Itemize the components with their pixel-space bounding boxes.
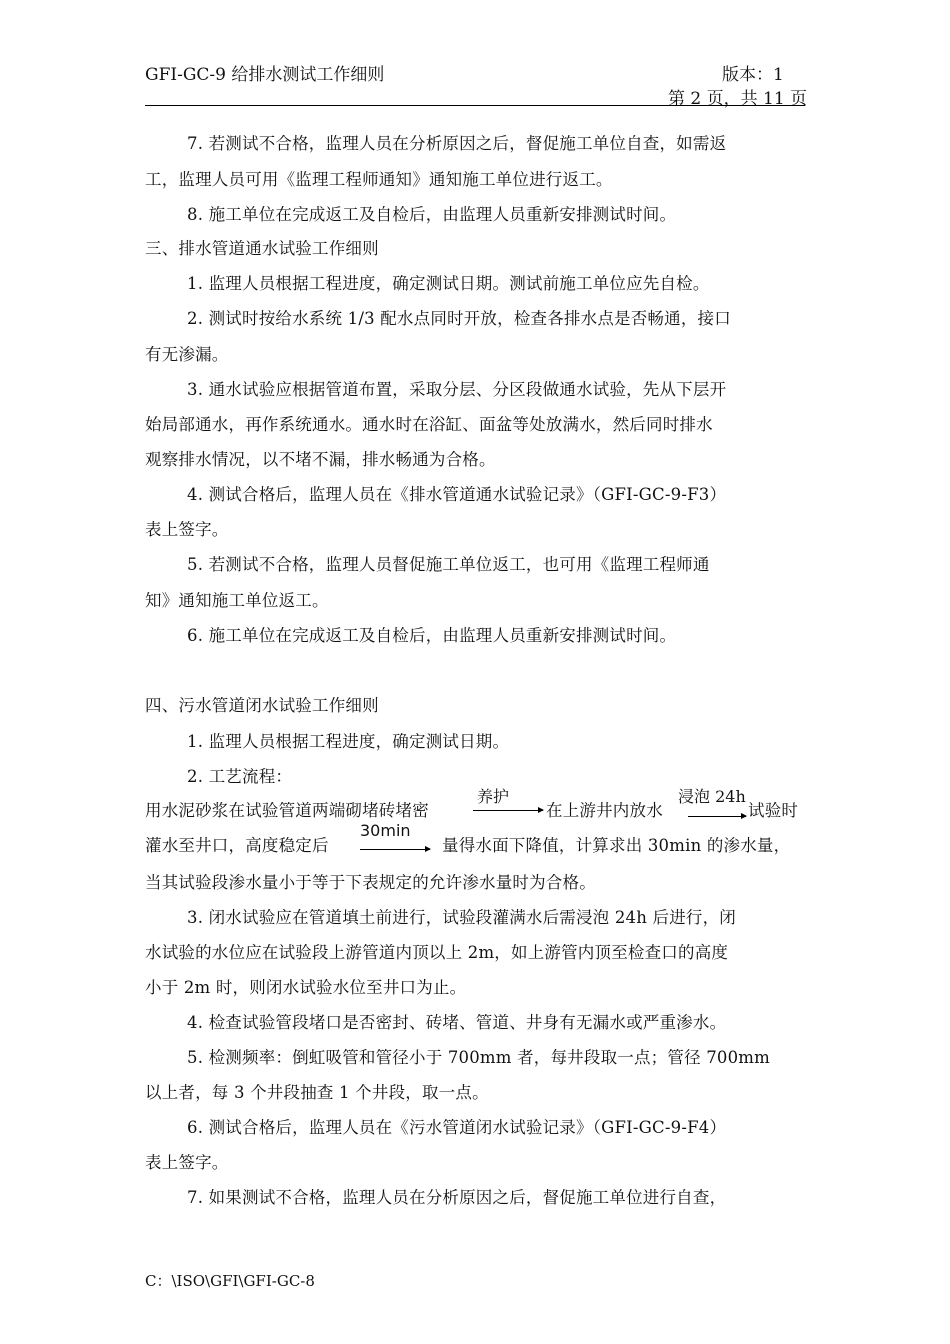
- process-text: 试验时: [748, 801, 799, 820]
- process-text: 在上游井内放水: [546, 801, 663, 820]
- paragraph-line: 6. 施工单位在完成返工及自检后，由监理人员重新安排测试时间。: [187, 626, 677, 645]
- paragraph-line: 7. 如果测试不合格，监理人员在分析原因之后，督促施工单位进行自查，: [187, 1188, 727, 1207]
- paragraph-line: 表上签字。: [145, 520, 229, 539]
- arrow-label-curing: 养护: [477, 787, 510, 806]
- paragraph-line: 3. 通水试验应根据管道布置，采取分层、分区段做通水试验，先从下层开: [187, 380, 727, 399]
- section-heading: 四、污水管道闭水试验工作细则: [145, 696, 379, 715]
- section-heading: 三、排水管道通水试验工作细则: [145, 239, 379, 258]
- paragraph-line: 1. 监理人员根据工程进度，确定测试日期。: [187, 732, 510, 751]
- paragraph-line: 2. 测试时按给水系统 1/3 配水点同时开放，检查各排水点是否畅通，接口: [187, 309, 731, 328]
- paragraph-line: 有无渗漏。: [145, 345, 229, 364]
- paragraph-line: 水试验的水位应在试验段上游管道内顶以上 2m，如上游管内顶至检查口的高度: [145, 943, 729, 962]
- paragraph-line: 4. 检查试验管段堵口是否密封、砖堵、管道、井身有无漏水或严重渗水。: [187, 1013, 727, 1032]
- arrow-label-30min: 30min: [360, 821, 411, 840]
- paragraph-line: 始局部通水，再作系统通水。通水时在浴缸、面盆等处放满水，然后同时排水: [145, 415, 713, 434]
- process-arrow-icon: [473, 810, 543, 811]
- paragraph-line: 知》通知施工单位返工。: [145, 591, 329, 610]
- paragraph-line: 小于 2m 时，则闭水试验水位至井口为止。: [145, 978, 467, 997]
- paragraph-line: 5. 若测试不合格，监理人员督促施工单位返工，也可用《监理工程师通: [187, 555, 710, 574]
- paragraph-line: 7. 若测试不合格，监理人员在分析原因之后，督促施工单位自查，如需返: [187, 134, 727, 153]
- paragraph-line: 工，监理人员可用《监理工程师通知》通知施工单位进行返工。: [145, 170, 613, 189]
- paragraph-line: 观察排水情况，以不堵不漏，排水畅通为合格。: [145, 450, 496, 469]
- document-title: GFI-GC-9 给排水测试工作细则: [145, 65, 385, 85]
- paragraph-line: 8. 施工单位在完成返工及自检后，由监理人员重新安排测试时间。: [187, 205, 677, 224]
- paragraph-line: 2. 工艺流程：: [187, 767, 293, 786]
- paragraph-line: 4. 测试合格后，监理人员在《排水管道通水试验记录》（GFI-GC-9-F3）: [187, 485, 727, 504]
- process-arrow-icon: [688, 816, 746, 817]
- header-divider: [145, 105, 805, 106]
- paragraph-line: 5. 检测频率：倒虹吸管和管径小于 700mm 者，每井段取一点；管径 700mm: [187, 1048, 770, 1067]
- process-text: 量得水面下降值，计算求出 30min 的渗水量，: [442, 836, 791, 855]
- process-text: 灌水至井口，高度稳定后: [145, 836, 329, 855]
- version-label: 版本：1: [722, 65, 784, 85]
- process-text: 用水泥砂浆在试验管道两端砌堵砖堵密: [145, 801, 429, 820]
- footer-path: C：\ISO\GFI\GFI-GC-8: [145, 1272, 315, 1290]
- paragraph-line: 当其试验段渗水量小于等于下表规定的允许渗水量时为合格。: [145, 873, 596, 892]
- page-number: 第 2 页，共 11 页: [668, 89, 808, 109]
- process-arrow-icon: [360, 849, 430, 850]
- arrow-label-soak: 浸泡 24h: [678, 787, 746, 806]
- paragraph-line: 表上签字。: [145, 1153, 229, 1172]
- paragraph-line: 3. 闭水试验应在管道填土前进行，试验段灌满水后需浸泡 24h 后进行，闭: [187, 908, 736, 927]
- paragraph-line: 以上者，每 3 个井段抽查 1 个井段，取一点。: [145, 1083, 489, 1102]
- paragraph-line: 1. 监理人员根据工程进度，确定测试日期。测试前施工单位应先自检。: [187, 274, 710, 293]
- paragraph-line: 6. 测试合格后，监理人员在《污水管道闭水试验记录》（GFI-GC-9-F4）: [187, 1118, 727, 1137]
